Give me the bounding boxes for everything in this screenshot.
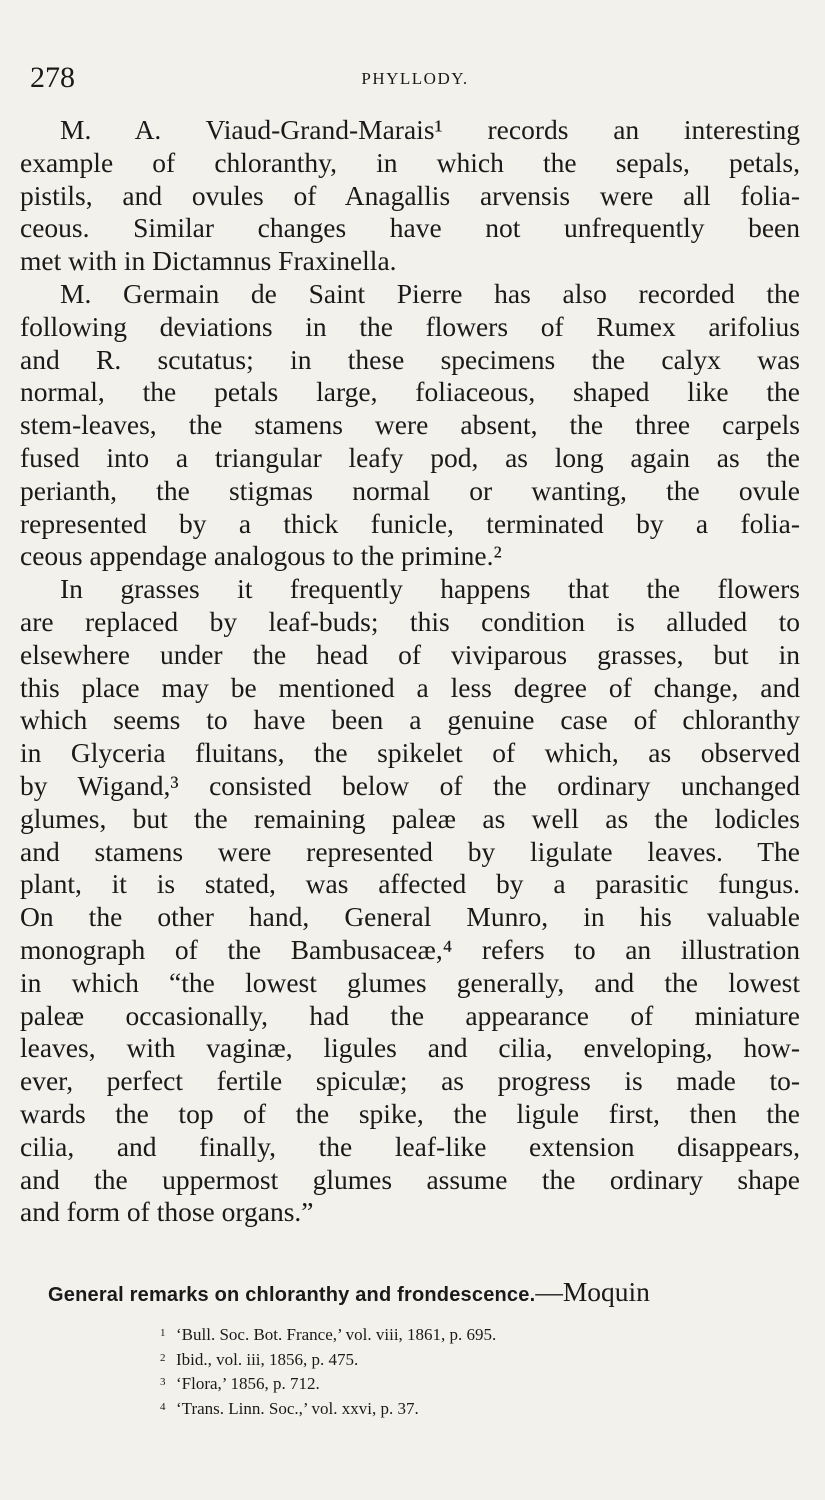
- text-line: met with in Dictamnus Fraxinella.: [20, 245, 397, 277]
- text-line: example of chloranthy, in which the sepals, petals,: [20, 146, 800, 178]
- footnote: [160, 1347, 760, 1372]
- text-line: and stamens were represented by ligulate leaves. The: [20, 835, 800, 867]
- text-line: paleæ occasionally, had the appearance of miniature: [20, 999, 800, 1031]
- page-header: [30, 58, 800, 98]
- text-line: ceous appendage analogous to the primine.²: [20, 540, 502, 572]
- text-line: elsewhere under the head of viviparous grasses, but in: [20, 638, 800, 670]
- footnote-marker: 4: [160, 1400, 166, 1413]
- text-line: glumes, but the remaining paleæ as well as the lodicles: [20, 802, 800, 834]
- footnote-marker: 2: [160, 1351, 166, 1364]
- text-line: and form of those organs.”: [20, 1196, 314, 1228]
- text-line: and the uppermost glumes assume the ordinary shape: [20, 1163, 800, 1195]
- text-line: M. Germain de Saint Pierre has also recorded the: [60, 277, 800, 309]
- text-line: ever, perfect fertile spiculæ; as progress is made to-: [20, 1065, 800, 1097]
- footnote-text: Ibid., vol. iii, 1856, p. 475.: [176, 1349, 359, 1369]
- text-line: represented by a thick funicle, terminated by a folia-: [20, 507, 800, 539]
- text-line: On the other hand, General Munro, in his valuable: [20, 901, 800, 933]
- footnote: [160, 1396, 760, 1421]
- text-line: ceous. Similar changes have not unfrequently been: [20, 212, 800, 244]
- text-line: cilia, and finally, the leaf-like extension disappears,: [20, 1130, 800, 1162]
- text-line: fused into a triangular leafy pod, as long again as the: [20, 441, 800, 473]
- footnotes: [160, 1322, 760, 1420]
- text-line: which seems to have been a genuine case of chloranthy: [20, 704, 800, 736]
- text-line: perianth, the stigmas normal or wanting, the ovule: [20, 474, 800, 506]
- footnote: [160, 1371, 760, 1396]
- section-heading-line: [48, 1276, 800, 1308]
- footnote: [160, 1322, 760, 1347]
- body-text: [20, 114, 800, 1229]
- text-line: plant, it is stated, was affected by a parasitic fungus.: [20, 868, 800, 900]
- footnote-text: ‘Trans. Linn. Soc.,’ vol. xxvi, p. 37.: [176, 1398, 419, 1418]
- text-line: in Glyceria fluitans, the spikelet of which, as observed: [20, 737, 800, 769]
- footnote-text: ‘Flora,’ 1856, p. 712.: [176, 1374, 320, 1393]
- text-line: pistils, and ovules of Anagallis arvensis were all folia-: [20, 179, 800, 211]
- text-line: stem-leaves, the stamens were absent, the three carpels: [20, 409, 800, 441]
- section-heading: General remarks on chloranthy and frondescence.: [48, 1284, 536, 1306]
- text-line: wards the top of the spike, the ligule first, then the: [20, 1097, 800, 1129]
- footnote-text: ‘Bull. Soc. Bot. France,’ vol. viii, 1861, p. 695.: [176, 1325, 497, 1344]
- text-line: In grasses it frequently happens that the flowers: [60, 573, 800, 605]
- footnote-marker: 3: [160, 1376, 166, 1388]
- text-line: are replaced by leaf-buds; this condition is alluded to: [20, 605, 800, 637]
- text-line: by Wigand,³ consisted below of the ordinary unchanged: [20, 769, 800, 801]
- text-line: and R. scutatus; in these specimens the calyx was: [20, 343, 800, 375]
- section-continuation: —Moquin: [535, 1276, 650, 1307]
- page-number: 278: [30, 61, 75, 94]
- footnote-marker: 1: [160, 1327, 166, 1339]
- text-line: this place may be mentioned a less degree of change, and: [20, 671, 800, 703]
- text-line: normal, the petals large, foliaceous, shaped like the: [20, 376, 800, 408]
- text-line: M. A. Viaud-Grand-Marais¹ records an interesting: [60, 114, 800, 145]
- text-line: in which “the lowest glumes generally, and the lowest: [20, 966, 800, 998]
- text-line: following deviations in the flowers of Rumex arifolius: [20, 310, 800, 342]
- text-line: leaves, with vaginæ, ligules and cilia, enveloping, how-: [20, 1032, 800, 1064]
- running-head: PHYLLODY.: [361, 69, 469, 88]
- text-line: monograph of the Bambusaceæ,⁴ refers to an illustration: [20, 933, 800, 965]
